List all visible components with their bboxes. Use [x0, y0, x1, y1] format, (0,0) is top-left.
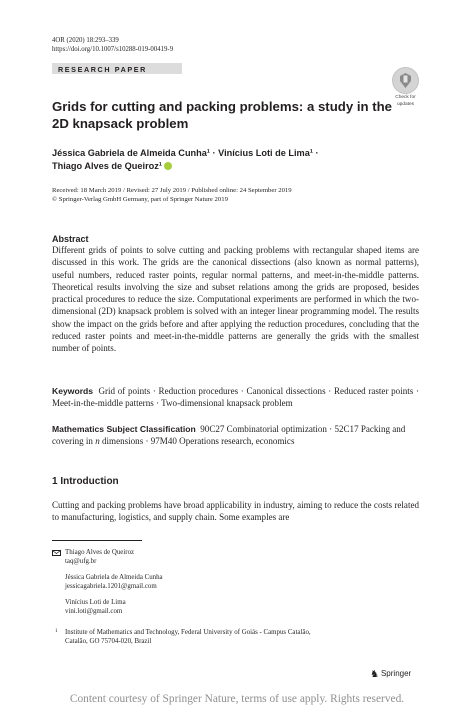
author3-email[interactable]: vini.loti@gmail.com: [65, 608, 123, 615]
author-list: [52, 147, 412, 172]
author-line-1: Jéssica Gabriela de Almeida Cunha¹ · Vinícius Loti de Lima¹ ·: [52, 148, 319, 158]
corresponding-author-email[interactable]: taq@ufg.br: [65, 558, 97, 565]
keywords-block: [52, 385, 419, 410]
msc-italic-n: n: [95, 436, 100, 447]
introduction-heading: 1 Introduction: [52, 476, 119, 487]
author2-name: Jéssica Gabriela de Almeida Cunha: [65, 574, 163, 581]
doi-link[interactable]: https://doi.org/10.1007/s10288-019-00419-9: [52, 46, 174, 53]
article-type-label: RESEARCH PAPER: [58, 64, 147, 74]
keywords-heading: Keywords: [52, 386, 94, 396]
publisher-name: Springer: [380, 669, 412, 678]
affiliation-mark: 1: [55, 628, 58, 634]
author2-email[interactable]: jessicagabriela.1201@gmail.com: [65, 583, 157, 590]
publication-dates: [52, 186, 292, 204]
envelope-icon: [52, 550, 61, 556]
keywords-text: Grid of points · Reduction procedures · Canonical dissections · Reduced raster points · Meet-in-the-middle patterns · Two-dimensional knapsack problem: [52, 386, 419, 409]
copyright-line: © Springer-Verlag GmbH Germany, part of Springer Nature 2019: [52, 196, 228, 203]
author3-name: Vinícius Loti de Lima: [65, 599, 126, 606]
msc-block: [52, 423, 419, 448]
badge-label-line1: Check for: [395, 95, 416, 100]
courtesy-notice: Content courtesy of Springer Nature, terms of use apply. Rights reserved.: [69, 693, 405, 705]
crossmark-icon: [392, 67, 419, 94]
publisher-logo: [370, 669, 411, 680]
author-line-2: Thiago Alves de Queiroz¹: [52, 160, 162, 171]
affiliation-line-2: Catalão, GO 75704-020, Brazil: [65, 638, 152, 645]
msc-text-a: 90C27 Combinatorial optimization · 52C17 Packing and covering in: [52, 424, 406, 447]
introduction-text: Cutting and packing problems have broad applicability in industry, aiming to reduce the costs related to manufacturing, logistics, and supply chain. Some examples are: [52, 500, 419, 523]
dates-line: Received: 18 March 2019 / Revised: 27 July 2019 / Published online: 24 September 2019: [52, 187, 292, 194]
msc-heading: Mathematics Subject Classification: [52, 424, 196, 434]
orcid-icon[interactable]: [164, 162, 172, 170]
abstract-heading: Abstract: [52, 234, 89, 244]
springer-horse-icon: ♞: [370, 669, 379, 680]
msc-text-b: dimensions · 97M40 Operations research, economics: [99, 436, 295, 447]
corresponding-author-name: Thiago Alves de Queiroz: [65, 549, 135, 556]
affiliation-line-1: Institute of Mathematics and Technology, Federal University of Goiás - Campus Catalão,: [65, 629, 311, 636]
journal-citation: 4OR (2020) 18:293–339: [52, 37, 119, 44]
abstract-text: Different grids of points to solve cutting and packing problems with rectangular shaped items are discussed in this work. The grids are the canonical dissections (also known as normal patterns), useful numbers, reduced raster points, regular normal patterns, and meet-in-the-middle patterns. Theoretical results involving the size and subset relations among the grids are proposed, besides practical procedures to reduce the size. Computational experiments are performed in which the two-dimensional (2D) knapsack problem is solved with an integer linear programming model. The results show the impact on the grids before and after applying the reduction procedures, concluding that the reduced raster points and meet-in-the-middle patterns are generally the grids with the smallest number of points.: [52, 245, 419, 354]
paper-title: Grids for cutting and packing problems: a study in the 2D knapsack problem: [52, 99, 392, 131]
badge-label-line2: updates: [396, 101, 415, 107]
footnote-divider: [52, 540, 142, 541]
article-type-banner: [52, 63, 182, 74]
